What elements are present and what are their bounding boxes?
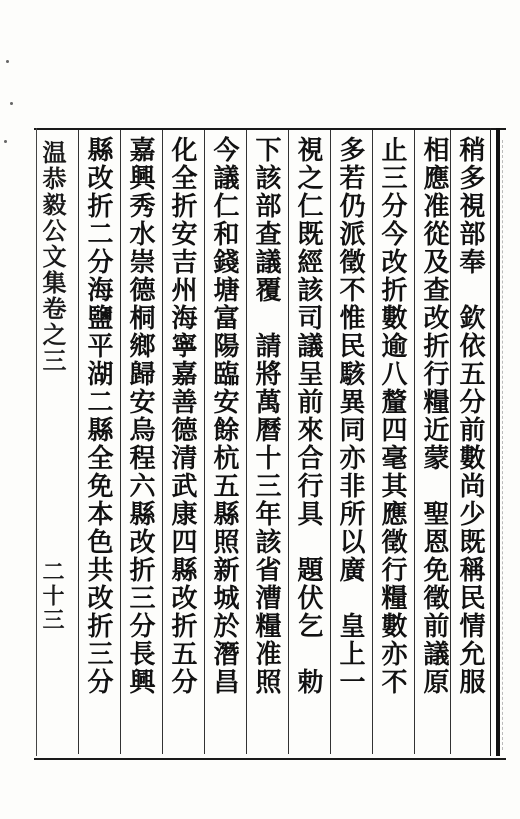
column-rule [162,130,163,754]
text-column-7: 今議仁和錢塘富陽臨安餘杭五縣照新城於潛昌 [209,136,239,696]
text-column-6: 下該部查議覆 請將萬曆十三年該省漕糧准照 [251,136,281,696]
ink-speck [10,102,13,105]
ink-speck [6,60,9,63]
column-rule [372,130,373,754]
margin-title [38,140,66,374]
column-rule [204,130,205,754]
column-rule [246,130,247,754]
ink-speck [4,140,7,143]
book-title: 温恭毅公文集 [38,140,67,296]
text-column-2: 相應准從及查改折行糧近蒙 聖恩免徵前議原 [419,136,449,696]
column-rule [330,130,331,754]
text-column-10: 縣改折二分海鹽平湖二縣全免本色共改折三分 [83,136,113,696]
binding-margin [0,0,34,819]
column-rule [414,130,415,754]
text-column-9: 嘉興秀水崇德桐鄉歸安烏程六縣改折三分長興 [125,136,155,696]
text-column-3: 止三分今改折數逾八釐四毫其應徵行糧數亦不 [377,136,407,696]
text-column-4: 多若仍派徵不惟民駭異同亦非所以廣 皇上一 [335,136,365,696]
text-column-5: 視之仁既經該司議呈前來合行具 題伏乞 勅 [293,136,323,696]
frame-left-rule [36,128,37,756]
column-rule [78,130,79,754]
facing-page-edge [502,140,519,750]
frame-right-rule [496,128,500,756]
page-number: 二十三 [39,560,65,632]
column-rule [288,130,289,754]
text-column-1: 稍多視部奉 欽依五分前數尚少既稱民情允服 [455,136,485,696]
text-column-8: 化全折安吉州海寧嘉善德清武康四縣改折五分 [167,136,197,696]
chapter-label: 卷之三 [38,296,67,374]
column-rule [120,130,121,754]
frame-right-inner-rule [490,128,491,756]
